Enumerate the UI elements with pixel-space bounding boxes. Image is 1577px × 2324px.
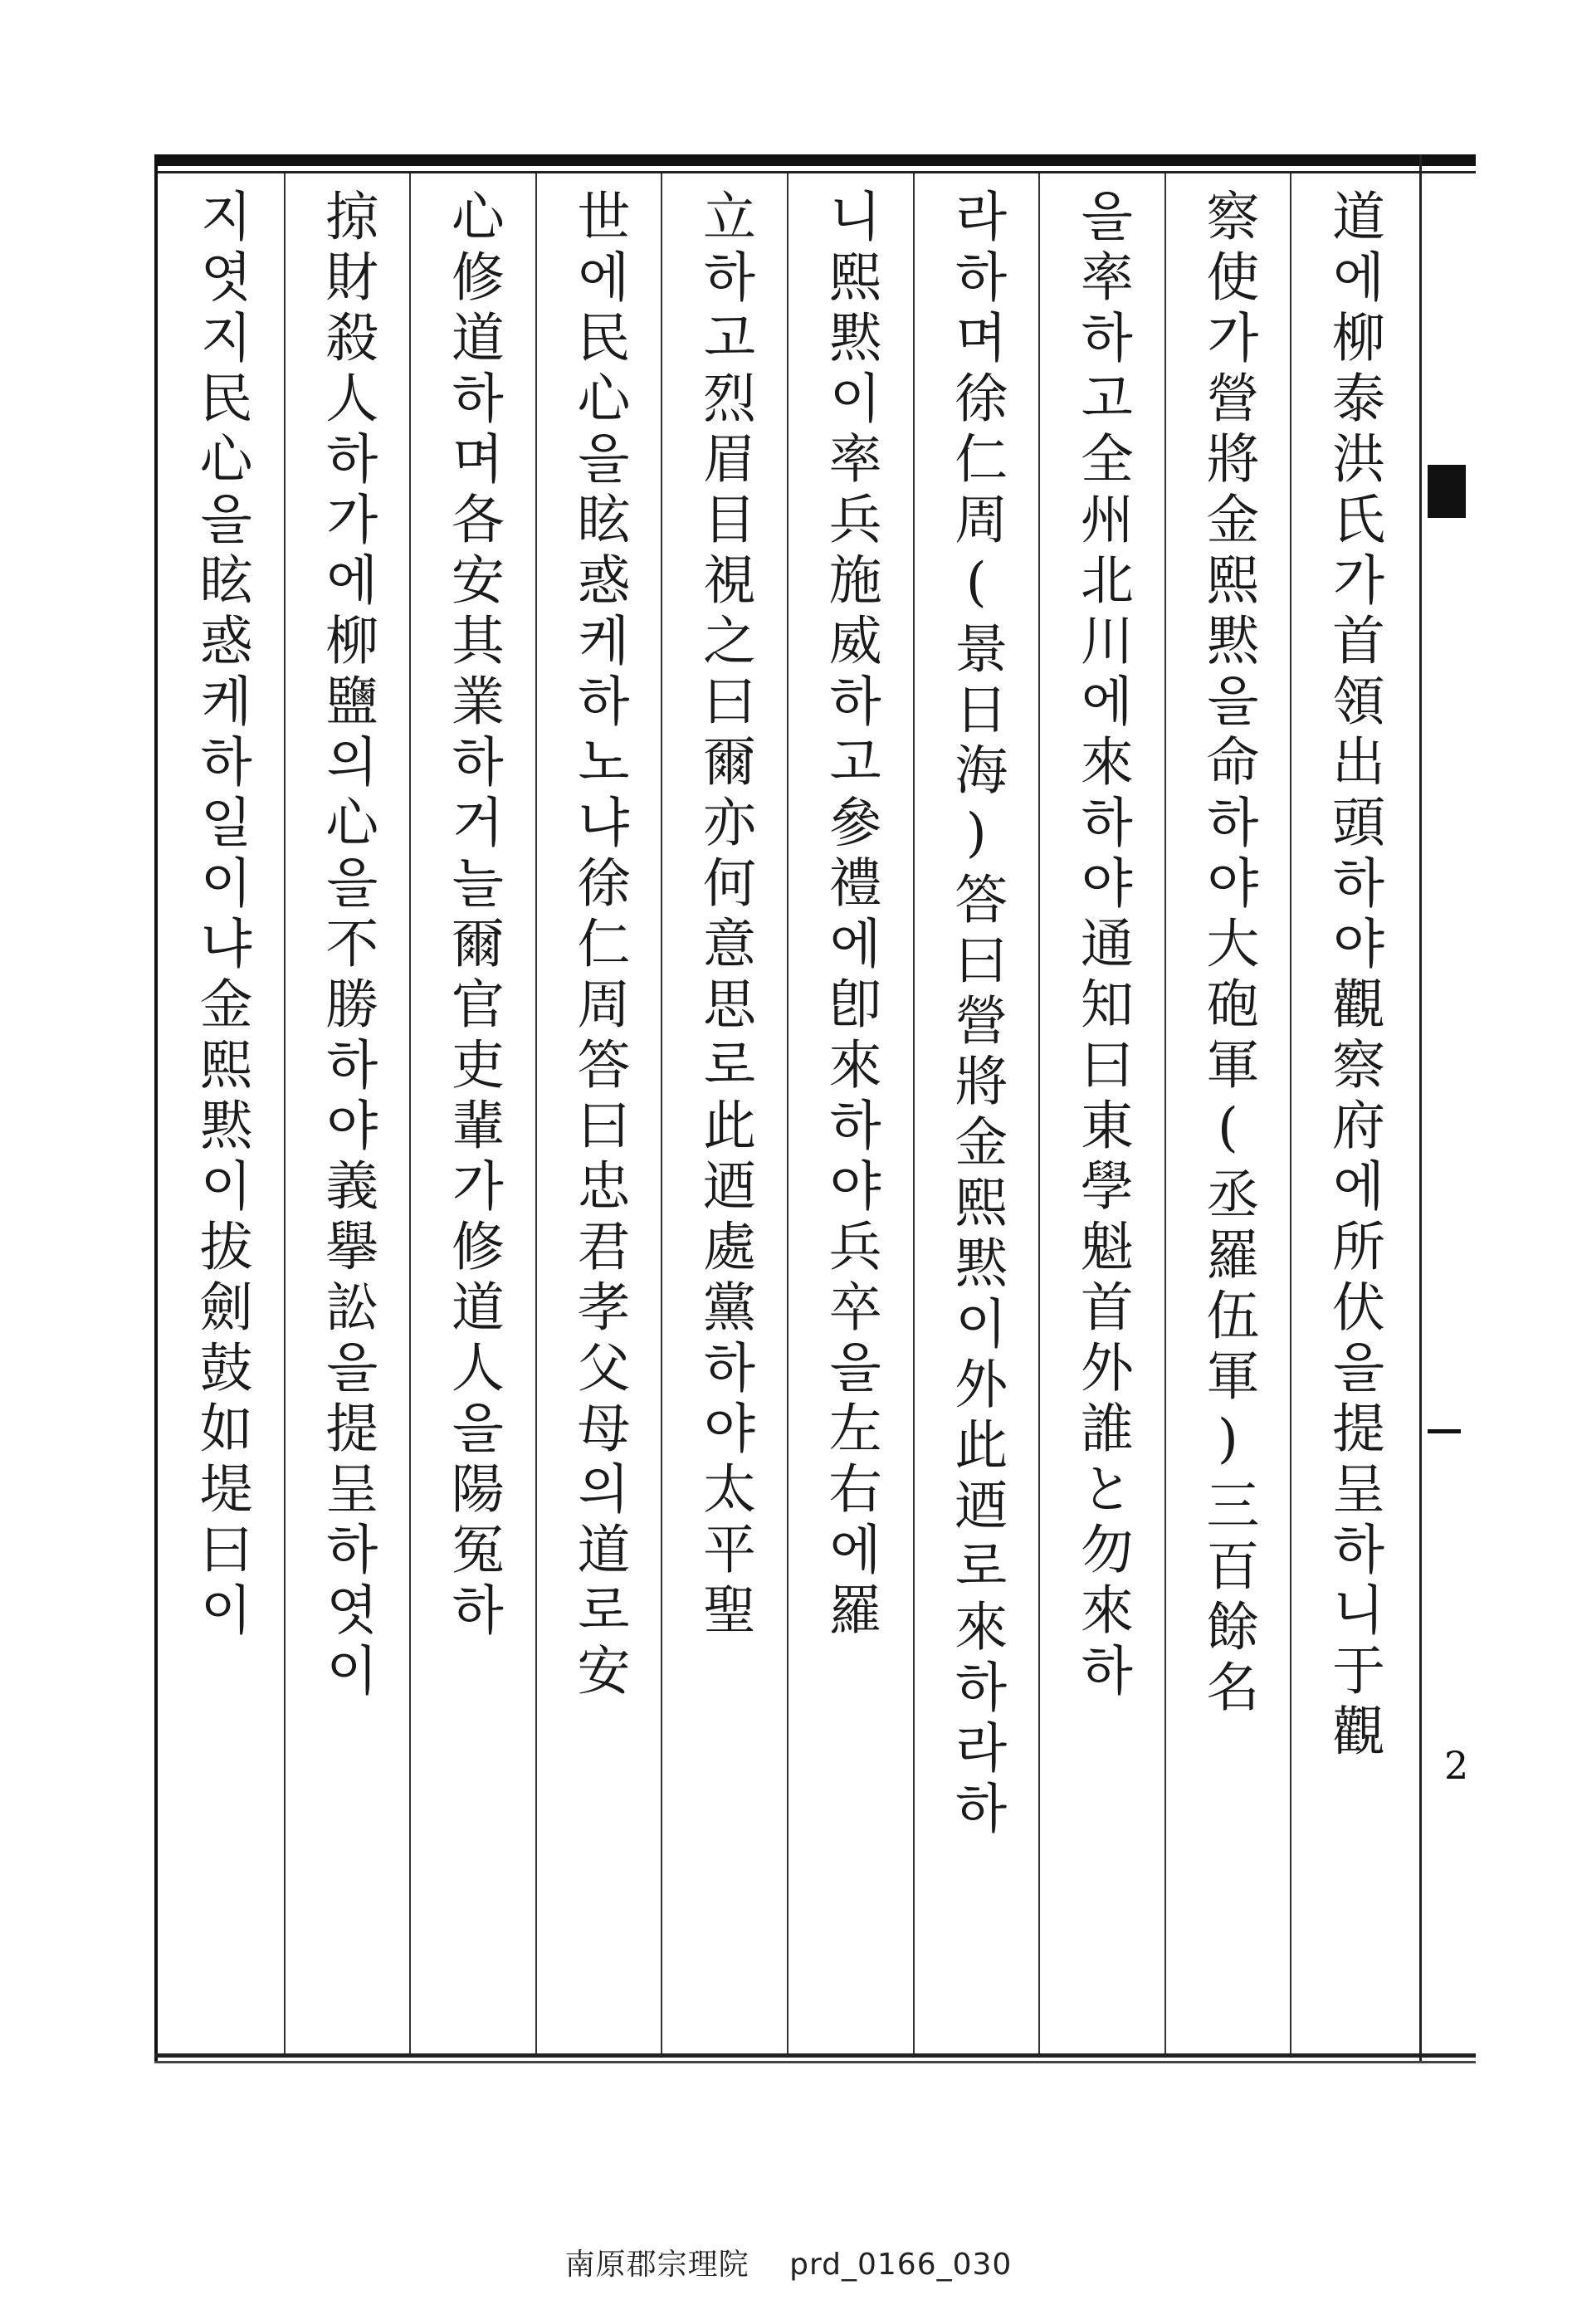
column-text: 掠財殺人하가에柳鹽의心을不勝하야義擧訟을提呈하엿이 [316,188,378,1703]
manuscript-columns [158,173,1416,2053]
bottom-border-second [154,2061,1476,2063]
column-text: 察使가營將金熙黙을命하야大砲軍(丞羅伍軍)三百餘名 [1197,188,1259,1720]
margin-tick-mark [1428,1429,1461,1433]
column-text: 니熙黙이率兵施威하고參禮에卽來하야兵卒을左右에羅 [819,188,881,1643]
text-column [913,173,1039,2053]
column-text: 心修道하며各安其業하거늘爾官吏輩가修道人을陽冤하 [442,188,504,1643]
text-column [1038,173,1164,2053]
column-text: 世에民心을眩惑케하노냐徐仁周答曰忠君孝父母의道로安 [568,188,630,1703]
column-text: 라하며徐仁周(景日海)答曰營將金熙黙이外此迺로來하라하 [945,188,1008,1841]
bottom-border [154,2053,1476,2058]
file-identifier: prd_0166_030 [789,2248,1013,2282]
margin-ink-mark [1428,465,1466,518]
column-text: 立하고烈眉目視之曰爾亦何意思로此迺處黨하야太平聖 [694,188,756,1643]
column-text: 을率하고全州北川에來하야通知曰東學魁首外誰と勿來하 [1071,188,1133,1703]
text-column [535,173,662,2053]
column-text: 道에柳泰洪氏가首領出頭하야觀察府에所伏을提呈하니于觀 [1323,188,1384,1764]
text-column [409,173,535,2053]
text-column [1164,173,1291,2053]
text-column [787,173,913,2053]
text-column [284,173,410,2053]
text-column [661,173,787,2053]
page-number: 2 [1444,1743,1469,1788]
institution-name: 南原郡宗理院 [564,2248,749,2282]
text-column [1290,173,1416,2053]
text-column [158,173,284,2053]
document-caption [0,2241,1577,2283]
column-text: 지엿지民心을眩惑케하일이냐金熙黙이拔劍鼓如堤曰이 [190,188,252,1643]
